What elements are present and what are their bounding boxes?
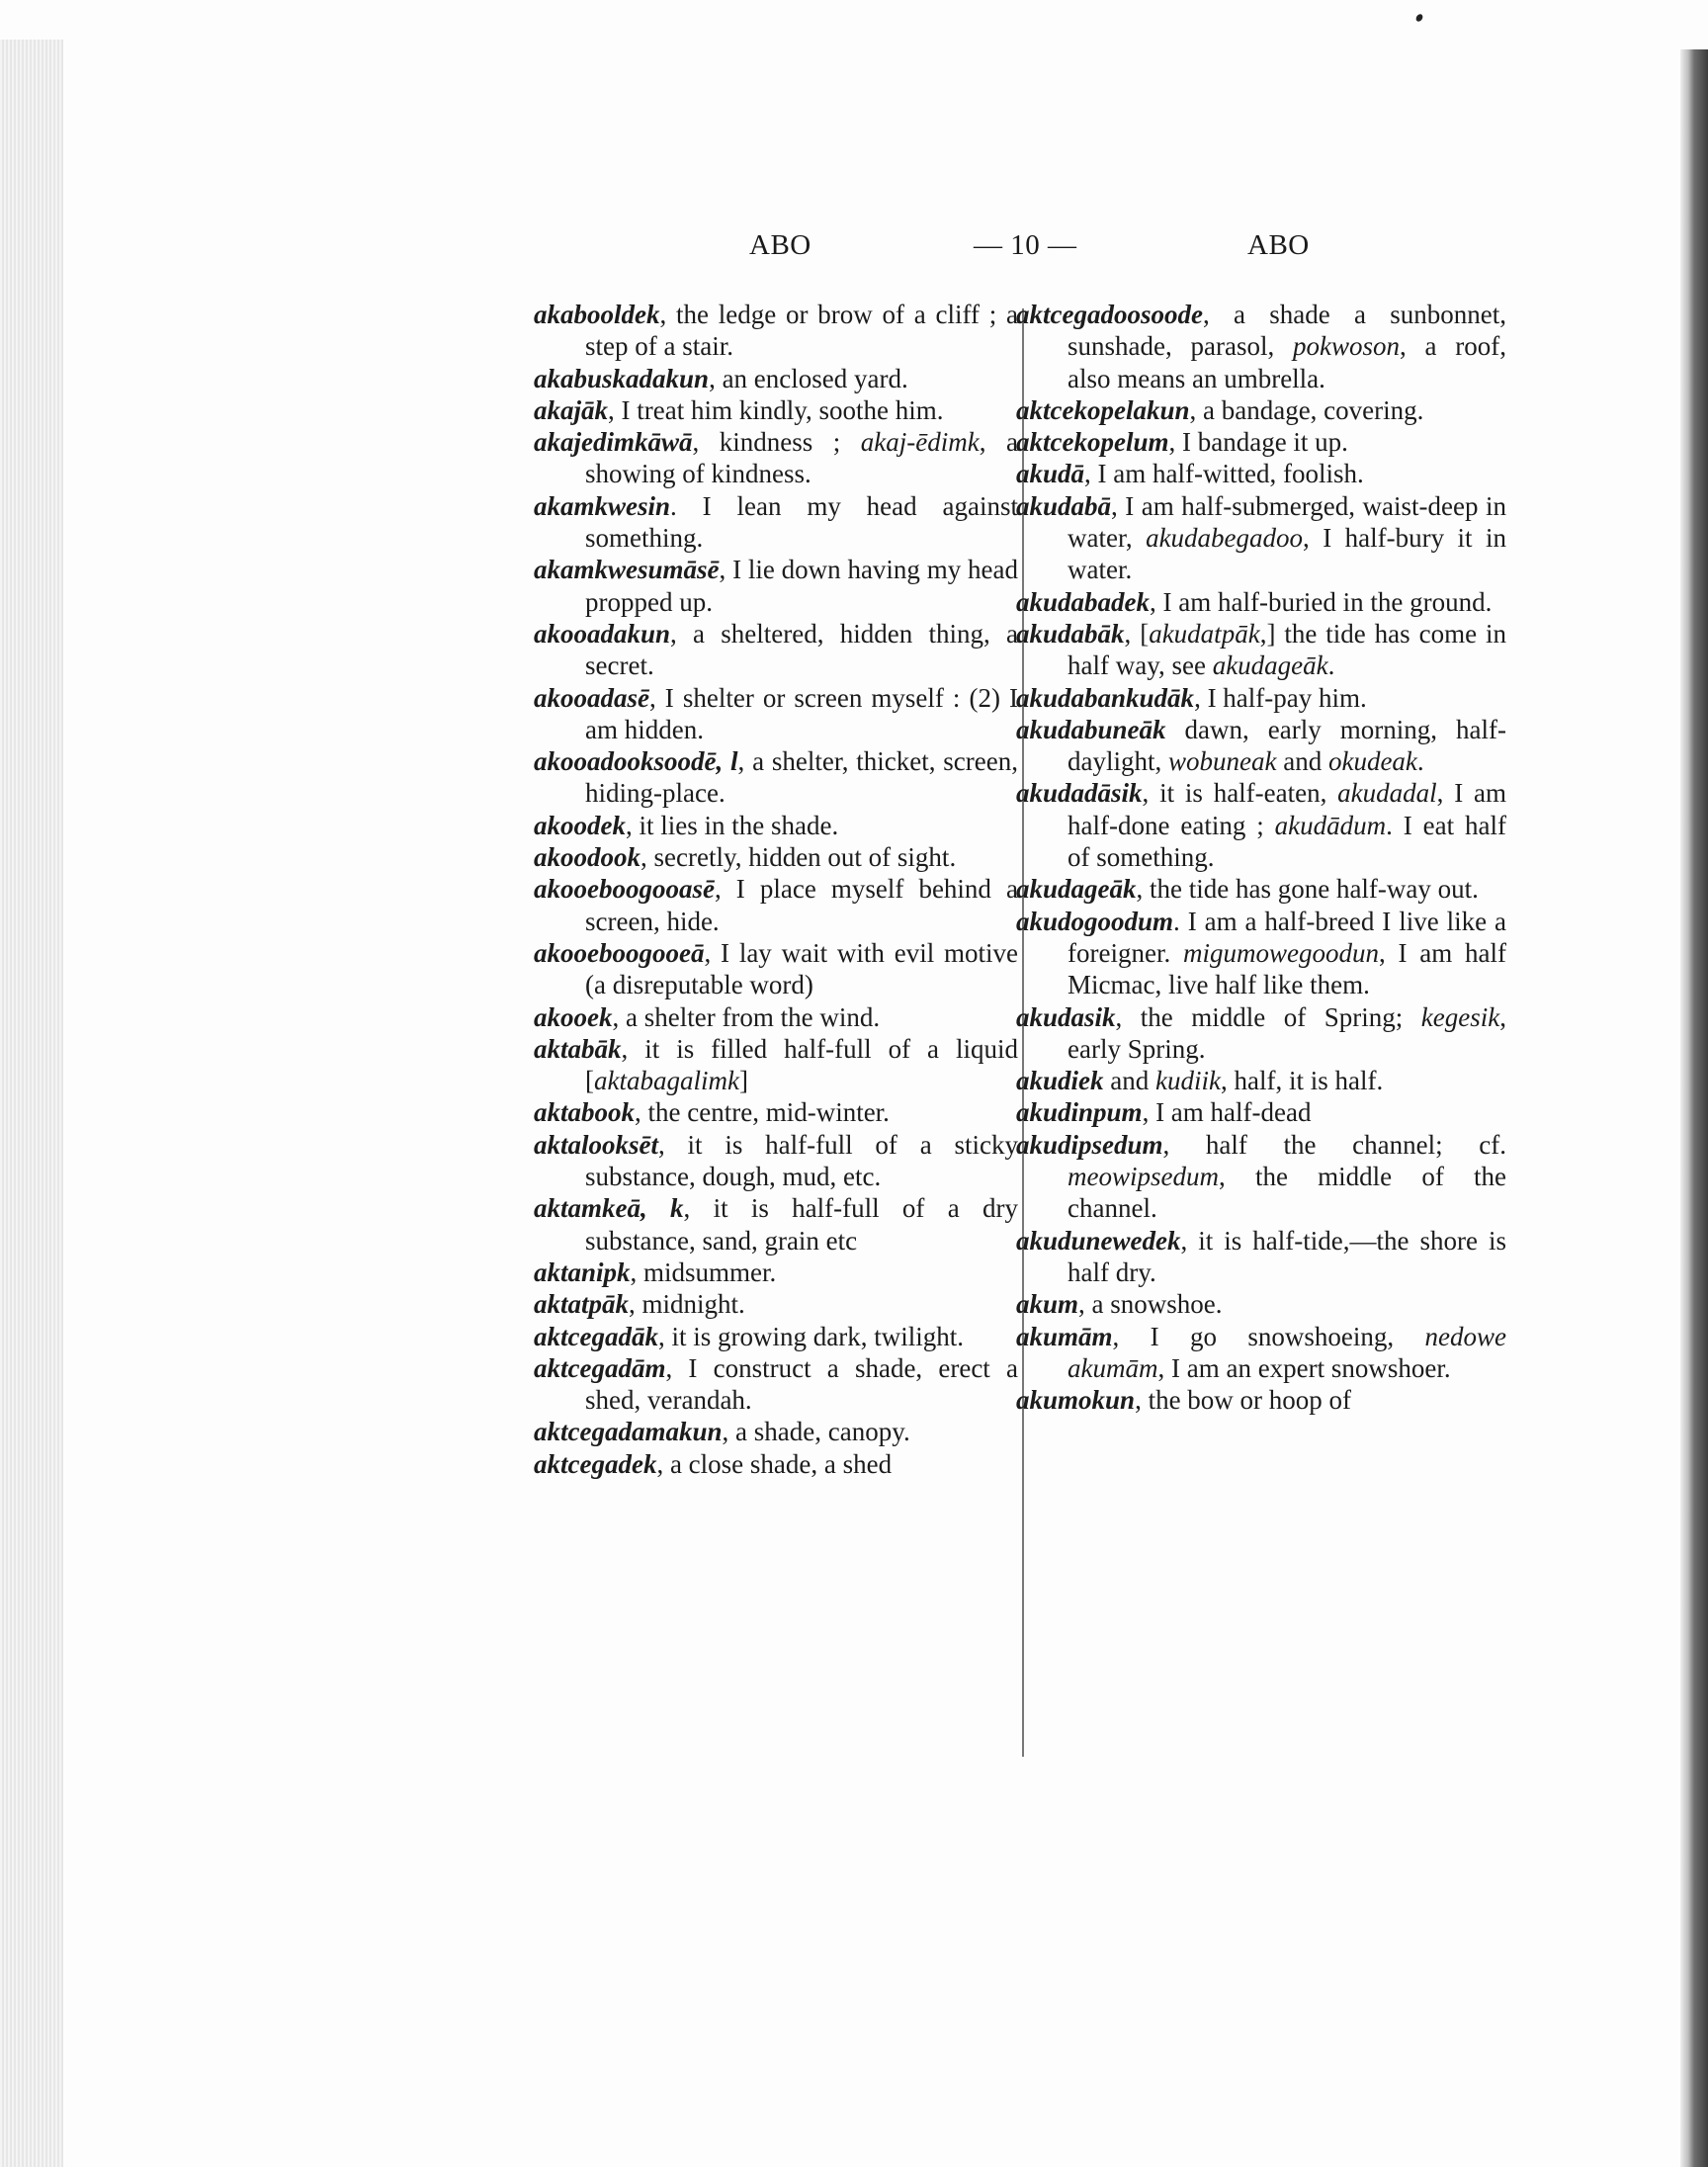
definition-text: , I lie down having my head propped up. — [585, 555, 1018, 617]
definition-text: , I am half-done eating ; — [1068, 778, 1506, 840]
dictionary-entry — [1016, 682, 1506, 714]
dictionary-entry — [1016, 586, 1506, 618]
headword: akudasik — [1016, 1001, 1116, 1032]
headword: akudipsedum — [1016, 1129, 1163, 1160]
definition-text: , a bandage, covering. — [1189, 394, 1424, 425]
dictionary-entry — [534, 745, 1018, 810]
gutter-shadow — [1680, 49, 1708, 2167]
headword: akajedimkāwā — [534, 427, 693, 458]
headword: akamkwesin — [534, 490, 671, 521]
definition-text: , it is growing dark, twilight. — [657, 1321, 964, 1351]
definition-text: , I treat him kindly, soothe him. — [608, 394, 944, 425]
dust-speck — [1414, 13, 1424, 23]
headword: akudabāk — [1016, 618, 1125, 649]
definition-text: , I shelter or screen myself : (2) I am hidden. — [585, 682, 1018, 744]
headword: akumām — [1016, 1321, 1113, 1351]
definition-text: , [ — [1124, 618, 1150, 649]
definition-text: , half the channel; cf. — [1162, 1129, 1506, 1160]
definition-text: , it is half-eaten, — [1142, 778, 1338, 809]
dictionary-entry — [534, 426, 1018, 490]
headword: akumokun — [1016, 1385, 1136, 1416]
headword: akooeboogooasē — [534, 874, 715, 905]
definition-text: , I am half-buried in the ground. — [1150, 586, 1493, 617]
headword: akooadooksoodē, l — [534, 746, 738, 777]
headword: akoodek — [534, 810, 626, 840]
dictionary-entry — [534, 1033, 1018, 1097]
definition-text: , it is half-tide,—the shore is half dry. — [1068, 1225, 1506, 1287]
italic-form: akudabegadoo — [1146, 523, 1304, 554]
headword: aktcegadamakun — [534, 1417, 723, 1447]
definition-text: , I half-pay him. — [1194, 682, 1367, 713]
definition-text: , secretly, hidden out of sight. — [640, 842, 957, 873]
definition-text: , a shelter, thicket, screen, hiding-place. — [585, 746, 1019, 809]
running-head-left: ABO — [749, 229, 811, 261]
headword: aktabook — [534, 1097, 636, 1128]
definition-text: , an enclosed yard. — [709, 363, 908, 393]
dictionary-entry — [534, 1416, 1018, 1447]
dictionary-entry — [1016, 714, 1506, 778]
italic-form: okudeak — [1327, 746, 1417, 777]
definition-text: ] — [738, 1066, 748, 1096]
headword: akudabadek — [1016, 586, 1150, 617]
definition-text: , it lies in the shade. — [625, 810, 839, 840]
italic-form: migumowegoodun — [1182, 937, 1379, 968]
headword: akudogoodum — [1016, 906, 1174, 936]
dictionary-entry — [534, 554, 1018, 618]
dictionary-entry — [534, 490, 1018, 555]
headword: akudunewedek — [1016, 1225, 1181, 1256]
headword: akajāk — [534, 394, 609, 425]
definition-text: and — [1276, 746, 1328, 777]
dictionary-entry — [534, 299, 1018, 363]
italic-form: pokwoson — [1293, 331, 1400, 362]
definition-text: , I half-bury it in water. — [1068, 523, 1506, 585]
definition-text: , the bow or hoop of — [1135, 1385, 1352, 1416]
definition-text: , I am half-dead — [1142, 1097, 1312, 1128]
headword: akudinpum — [1016, 1097, 1143, 1128]
dictionary-entry — [534, 1257, 1018, 1288]
italic-form: akudadal — [1337, 778, 1437, 809]
dictionary-entry — [1016, 1288, 1506, 1320]
definition-text: , early Spring. — [1068, 1001, 1506, 1064]
dictionary-entry — [1016, 490, 1506, 586]
definition-text: , a roof, also means an umbrella. — [1068, 331, 1507, 393]
italic-form: wobuneak — [1168, 746, 1277, 777]
dictionary-entry — [1016, 1129, 1506, 1225]
headword: akudabuneāk — [1016, 714, 1166, 744]
definition-text: . — [1327, 650, 1335, 681]
definition-text: , it is filled half-full of a liquid [ — [585, 1033, 1018, 1096]
definition-text: , a sheltered, hidden thing, a secret. — [585, 618, 1018, 681]
headword: aktcegadoosoode — [1016, 300, 1203, 329]
dictionary-entry — [534, 618, 1018, 682]
dictionary-entry — [1016, 1096, 1506, 1128]
dictionary-entry — [1016, 618, 1506, 682]
definition-text: dawn, early morning, half-daylight, — [1068, 714, 1506, 777]
headword: aktcekopelakun — [1016, 394, 1190, 425]
definition-text: , the tide has gone half-way out. — [1136, 874, 1479, 905]
definition-text: , the middle of Spring; — [1115, 1001, 1421, 1032]
dictionary-entry — [1016, 458, 1506, 489]
definition-text: , I bandage it up. — [1168, 427, 1348, 458]
dictionary-entry — [534, 810, 1018, 841]
definition-text: , midnight. — [629, 1289, 745, 1320]
headword: akudiek — [1016, 1066, 1104, 1096]
definition-text: , I go snowshoeing, — [1112, 1321, 1425, 1351]
headword: aktalooksēt — [534, 1129, 658, 1160]
definition-text: , it is half-full of a dry substance, sand, grain etc — [585, 1193, 1018, 1256]
page-edges — [0, 40, 63, 2167]
definition-text: , the centre, mid-winter. — [635, 1097, 890, 1128]
definition-text: , I lay wait with evil motive (a disreputable word) — [585, 937, 1018, 1000]
definition-text: , midsummer. — [630, 1257, 777, 1287]
definition-text: , a shade a sunbonnet, sunshade, parasol, — [1068, 300, 1506, 362]
headword: akooeboogooeā — [534, 937, 705, 968]
italic-form: meowipsedum — [1068, 1162, 1219, 1192]
dictionary-entry — [534, 937, 1018, 1001]
dictionary-entry — [534, 1192, 1018, 1257]
dictionary-entry — [1016, 1065, 1506, 1096]
definition-text: , the ledge or brow of a cliff ; a step of a stair. — [585, 300, 1018, 362]
definition-text: and — [1103, 1066, 1155, 1096]
headword: aktamkeā, k — [534, 1193, 684, 1224]
dictionary-entry — [1016, 299, 1506, 394]
dictionary-entry — [534, 363, 1018, 394]
dictionary-entry — [534, 1448, 1018, 1480]
dictionary-entry — [1016, 1321, 1506, 1385]
headword: akamkwesumāsē — [534, 555, 720, 585]
definition-text: , I am half Micmac, live half like them. — [1068, 937, 1507, 1000]
dictionary-entry — [534, 841, 1018, 873]
dictionary-entry — [1016, 1001, 1506, 1066]
definition-text: . I eat half of something. — [1068, 810, 1506, 873]
italic-form: akudageāk — [1212, 650, 1328, 681]
definition-text: , a showing of kindness. — [585, 427, 1018, 489]
italic-form: kudiik — [1155, 1066, 1221, 1096]
definition-text: , I place myself behind a screen, hide. — [585, 874, 1018, 936]
dictionary-entry — [1016, 1225, 1506, 1289]
italic-form: akudatpāk — [1149, 618, 1260, 649]
headword: aktatpāk — [534, 1289, 630, 1320]
page-number: — 10 — — [974, 229, 1077, 261]
definition-text: ,] the tide has come in half way, see — [1068, 618, 1506, 681]
dictionary-entry — [534, 1321, 1018, 1352]
headword: akudabankudāk — [1016, 682, 1195, 713]
definition-text: , a snowshoe. — [1078, 1289, 1223, 1320]
running-head-right: ABO — [1247, 229, 1310, 261]
dictionary-entry — [534, 1096, 1018, 1128]
headword: akabuskadakun — [534, 363, 710, 393]
dictionary-entry — [534, 1129, 1018, 1193]
dictionary-entry — [534, 873, 1018, 937]
dictionary-entry — [1016, 777, 1506, 873]
definition-text: , I am half-witted, foolish. — [1084, 459, 1364, 489]
headword: aktabāk — [534, 1033, 622, 1064]
headword: akudā — [1016, 459, 1085, 489]
headword: aktcegadek — [534, 1448, 657, 1479]
dictionary-entry — [534, 682, 1018, 746]
definition-text: , the middle of the channel. — [1068, 1162, 1506, 1224]
headword: akum — [1016, 1289, 1079, 1320]
headword: aktcekopelum — [1016, 427, 1169, 458]
italic-form: nedowe akumām — [1068, 1321, 1506, 1383]
right-column — [1016, 299, 1506, 1416]
dictionary-entry — [534, 1352, 1018, 1417]
definition-text: , a shade, canopy. — [722, 1417, 910, 1447]
definition-text: , half, it is half. — [1220, 1066, 1384, 1096]
headword: aktanipk — [534, 1257, 631, 1287]
italic-form: aktabagalimk — [594, 1066, 739, 1096]
dictionary-entry — [534, 1288, 1018, 1320]
headword: akoodook — [534, 842, 640, 873]
headword: akudabā — [1016, 490, 1112, 521]
definition-text: . — [1416, 746, 1424, 777]
definition-text: . I am a half-breed I live like a foreigner. — [1068, 906, 1506, 968]
definition-text: , I construct a shade, erect a shed, verandah. — [585, 1352, 1018, 1416]
headword: akabooldek — [534, 300, 660, 329]
headword: akudadāsik — [1016, 778, 1143, 809]
dictionary-entry — [1016, 394, 1506, 426]
headword: aktcegadāk — [534, 1321, 658, 1351]
definition-text: , a close shade, a shed — [656, 1448, 893, 1479]
italic-form: kegesik — [1420, 1001, 1500, 1032]
definition-text: , I am half-submerged, waist-deep in water, — [1068, 490, 1506, 554]
definition-text: . I lean my head against something. — [585, 490, 1018, 554]
definition-text: , I am an expert snowshoer. — [1157, 1352, 1451, 1383]
dictionary-entry — [1016, 873, 1506, 905]
headword: akooadakun — [534, 618, 671, 649]
headword: akooadasē — [534, 682, 649, 713]
headword: akudageāk — [1016, 874, 1137, 905]
headword: aktcegadām — [534, 1352, 666, 1383]
italic-form: akaj-ēdimk — [860, 427, 980, 458]
dictionary-entry — [534, 1001, 1018, 1033]
dictionary-entry — [1016, 426, 1506, 458]
italic-form: akudādum — [1274, 810, 1387, 840]
dictionary-entry — [1016, 906, 1506, 1001]
headword: akooek — [534, 1001, 613, 1032]
definition-text: , kindness ; — [692, 427, 861, 458]
left-column — [534, 299, 1018, 1480]
dictionary-entry — [1016, 1384, 1506, 1416]
definition-text: , it is half-full of a sticky substance, dough, mud, etc. — [585, 1129, 1018, 1192]
definition-text: , a shelter from the wind. — [612, 1001, 881, 1032]
dictionary-entry — [534, 394, 1018, 426]
